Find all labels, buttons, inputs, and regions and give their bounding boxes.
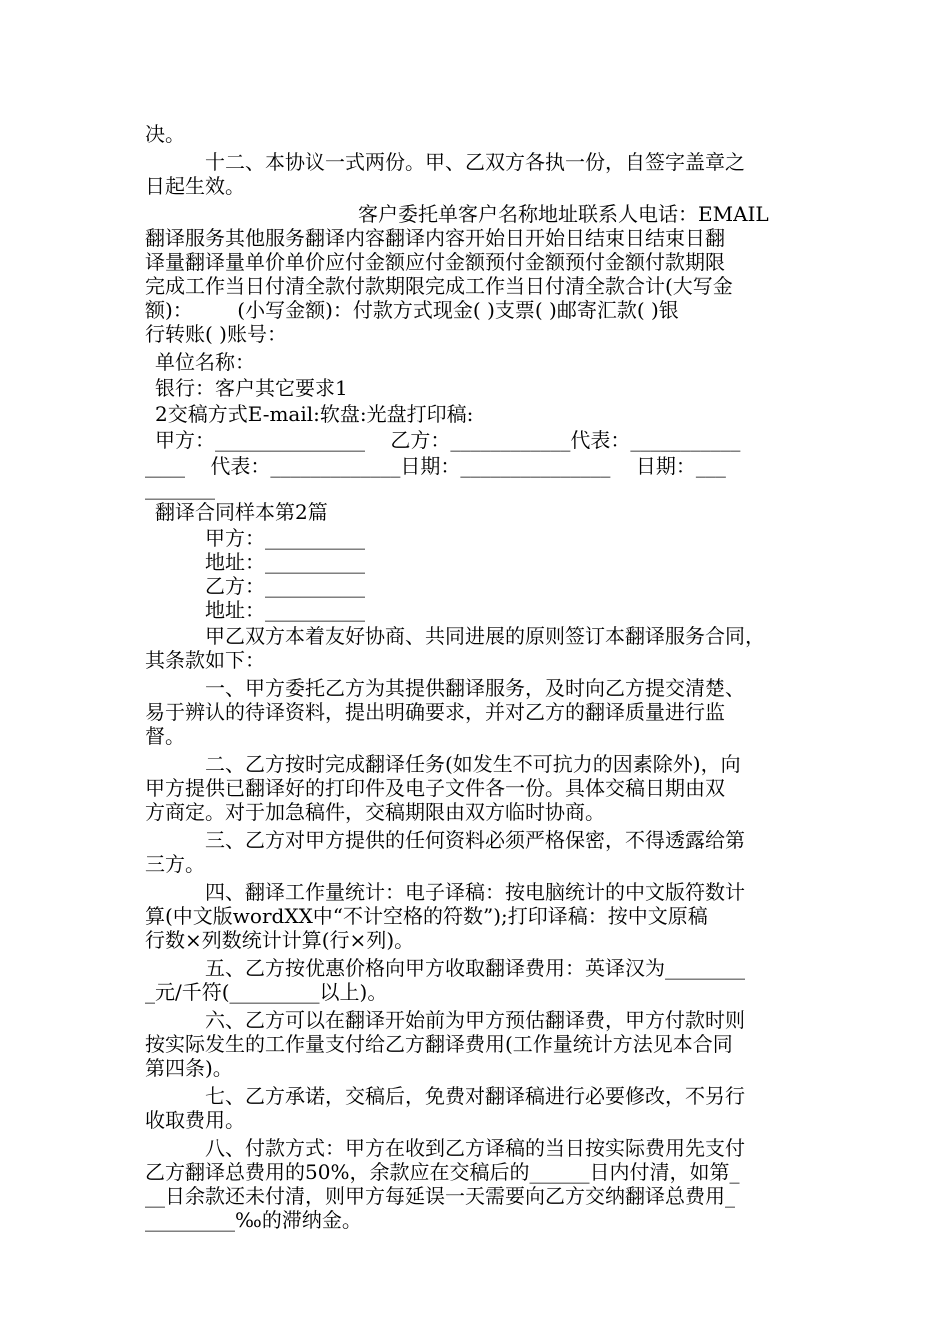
text-line: 甲方：__________ <box>205 526 365 550</box>
text-line: 额)： (小写金额)：付款方式现金( )支票( )邮寄汇款( )银 <box>145 298 679 322</box>
text-line: 五、乙方按优惠价格向甲方收取翻译费用：英译汉为________ <box>205 956 745 980</box>
text-line: 决。 <box>145 122 185 146</box>
text-line: 按实际发生的工作量支付给乙方翻译费用(工作量统计方法见本合同 <box>145 1032 733 1056</box>
text-line: _元/千符(_________以上)。 <box>145 980 388 1004</box>
text-line: 六、乙方可以在翻译开始前为甲方预估翻译费，甲方付款时则 <box>205 1008 745 1032</box>
text-line: 督。 <box>145 724 185 748</box>
text-line: 日起生效。 <box>145 174 245 198</box>
text-line: 甲乙双方本着友好协商、共同进展的原则签订本翻译服务合同， <box>205 624 765 648</box>
text-line: 八、付款方式：甲方在收到乙方译稿的当日按实际费用先支付 <box>205 1136 745 1160</box>
text-line: 方商定。对于加急稿件，交稿期限由双方临时协商。 <box>145 800 605 824</box>
text-line: 七、乙方承诺，交稿后，免费对翻译稿进行必要修改，不另行 <box>205 1084 745 1108</box>
text-line: 地址：__________ <box>205 550 365 574</box>
text-line: 一、甲方委托乙方为其提供翻译服务，及时向乙方提交清楚、 <box>205 676 745 700</box>
text-line: __日余款还未付清，则甲方每延误一天需要向乙方交纳翻译总费用_ <box>145 1184 735 1208</box>
text-line: 行数×列数统计计算(行×列)。 <box>145 928 415 952</box>
text-line: 算(中文版wordXX中“不计空格的符数”);打印译稿：按中文原稿 <box>145 904 708 928</box>
section-heading: 翻译合同样本第2篇 <box>155 500 328 524</box>
text-line: _________‰的滞纳金。 <box>145 1208 362 1232</box>
text-line: 三方。 <box>145 852 205 876</box>
text-line: 四、翻译工作量统计：电子译稿：按电脑统计的中文版符数计 <box>205 880 745 904</box>
text-line: 收取费用。 <box>145 1108 245 1132</box>
text-line: 二、乙方按时完成翻译任务(如发生不可抗力的因素除外)，向 <box>205 752 741 776</box>
text-line: 银行：客户其它要求1 <box>155 376 348 400</box>
text-line: ____ 代表：_____________日期：_______________ 日期：___ <box>145 454 726 478</box>
text-line: 三、乙方对甲方提供的任何资料必须严格保密，不得透露给第 <box>205 828 745 852</box>
text-line: 甲方：_______________ 乙方：____________代表：___________ <box>155 428 741 452</box>
text-line: 十二、本协议一式两份。甲、乙双方各执一份，自签字盖章之 <box>205 150 745 174</box>
text-line: 乙方翻译总费用的50%，余款应在交稿后的______日内付清，如第_ <box>145 1160 740 1184</box>
text-line: 单位名称： <box>155 350 255 374</box>
text-line: 2交稿方式E-mail:软盘:光盘打印稿: <box>155 402 474 426</box>
text-line: 行转账( )账号： <box>145 322 287 346</box>
text-line: 甲方提供已翻译好的打印件及电子文件各一份。具体交稿日期由双 <box>145 776 725 800</box>
text-line: 乙方：__________ <box>205 574 365 598</box>
text-line: 完成工作当日付清全款付款期限完成工作当日付清全款合计(大写金 <box>145 274 733 298</box>
text-line: _______ <box>145 476 215 500</box>
text-line: 译量翻译量单价单价应付金额应付金额预付金额预付金额付款期限 <box>145 250 725 274</box>
text-line: 其条款如下： <box>145 648 265 672</box>
text-line: 地址：__________ <box>205 598 365 622</box>
text-line: 第四条)。 <box>145 1056 233 1080</box>
text-line: 客户委托单客户名称地址联系人电话：EMAIL <box>358 202 769 226</box>
text-line: 易于辨认的待译资料，提出明确要求，并对乙方的翻译质量进行监 <box>145 700 725 724</box>
text-line: 翻译服务其他服务翻译内容翻译内容开始日开始日结束日结束日翻 <box>145 226 725 250</box>
